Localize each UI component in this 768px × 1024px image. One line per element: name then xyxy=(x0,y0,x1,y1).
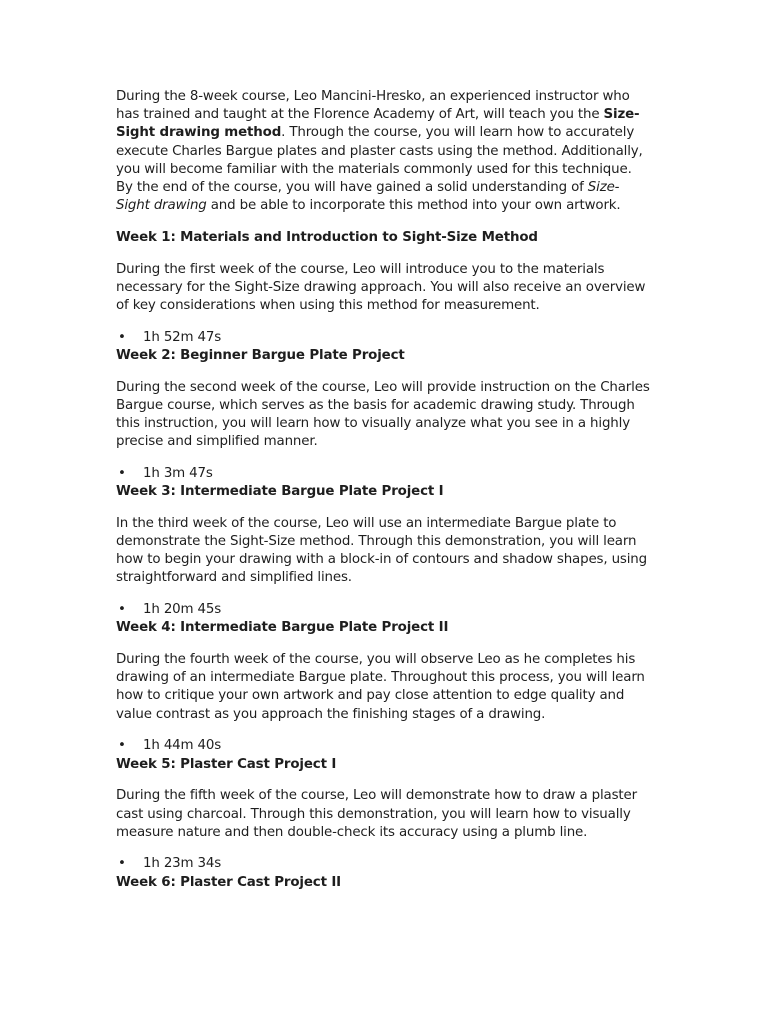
week-4-heading: Week 4: Intermediate Bargue Plate Project II xyxy=(116,620,449,636)
document-page xyxy=(116,88,652,905)
week-1-duration-list xyxy=(116,329,652,347)
intro-italic-method: Size-Sight drawing xyxy=(116,180,620,214)
bullet-icon: • xyxy=(118,602,126,618)
week-1-heading: Week 1: Materials and Introduction to Sight-Size Method xyxy=(116,229,538,245)
bullet-icon: • xyxy=(118,856,126,872)
intro-text-1: During the 8-week course, Leo Mancini-Hresko, an experienced instructor who has trained and taught at the Florence Academy of Art, will teach you the xyxy=(116,89,630,123)
week-5-heading: Week 5: Plaster Cast Project I xyxy=(116,756,337,772)
week-2-duration xyxy=(116,465,652,483)
week-4-duration xyxy=(116,737,652,755)
week-5-description: During the fifth week of the course, Leo will demonstrate how to draw a plaster cast using charcoal. Through this demonstration, you will learn how to visually measure nature and then double-check its accuracy using a plumb line. xyxy=(116,788,637,840)
week-2-duration-list xyxy=(116,465,652,483)
intro-paragraph xyxy=(116,88,652,215)
bullet-icon: • xyxy=(118,738,126,754)
week-6-heading: Week 6: Plaster Cast Project II xyxy=(116,874,342,890)
week-4-duration-list xyxy=(116,737,652,755)
week-1-duration xyxy=(116,329,652,347)
week-2-description: During the second week of the course, Leo will provide instruction on the Charles Bargue course, which serves as the basis for academic drawing study. Through this instruction, you will learn how to visually analyze what you see in a highly precise and simplified manner. xyxy=(116,379,650,450)
week-1-description: During the first week of the course, Leo will introduce you to the materials necessary for the Sight-Size drawing approach. You will also receive an overview of key considerations when using this method for measurement. xyxy=(116,261,646,314)
week-3-description: In the third week of the course, Leo will use an intermediate Bargue plate to demonstrate the Sight-Size method. Through this demonstration, you will learn how to begin your drawing with a block-in of contours and shadow shapes, using straightforward and simplified lines. xyxy=(116,515,647,586)
week-3-duration-list xyxy=(116,601,652,619)
week-2-duration-text: 1h 3m 47s xyxy=(143,465,213,481)
intro-text-3: and be able to incorporate this method into your own artwork. xyxy=(206,198,621,214)
bullet-icon: • xyxy=(118,465,126,481)
week-3-duration-text: 1h 20m 45s xyxy=(143,602,222,618)
bullet-icon: • xyxy=(118,329,126,345)
week-4-description: During the fourth week of the course, you will observe Leo as he completes his drawing of an intermediate Bargue plate. Throughout this process, you will learn how to critique your own artwork and pay close attention to edge quality and value contrast as you approach the finishing stages of a drawing. xyxy=(116,652,645,722)
week-4-duration-text: 1h 44m 40s xyxy=(143,738,222,754)
week-5-duration-list xyxy=(116,855,652,873)
week-3-heading: Week 3: Intermediate Bargue Plate Project I xyxy=(116,484,444,500)
week-2-heading: Week 2: Beginner Bargue Plate Project xyxy=(116,347,405,363)
week-1-duration-text: 1h 52m 47s xyxy=(143,329,222,345)
week-5-duration-text: 1h 23m 34s xyxy=(143,856,222,872)
week-5-duration xyxy=(116,855,652,873)
week-3-duration xyxy=(116,601,652,619)
intro-bold-method: Size-Sight drawing method xyxy=(116,107,640,141)
intro-text-2: . Through the course, you will learn how to accurately execute Charles Bargue plates and plaster casts using the method. Additionally, you will become familiar with the materials commonly used for this technique. By the end of the course, you will have gained a solid understanding of xyxy=(116,125,643,196)
